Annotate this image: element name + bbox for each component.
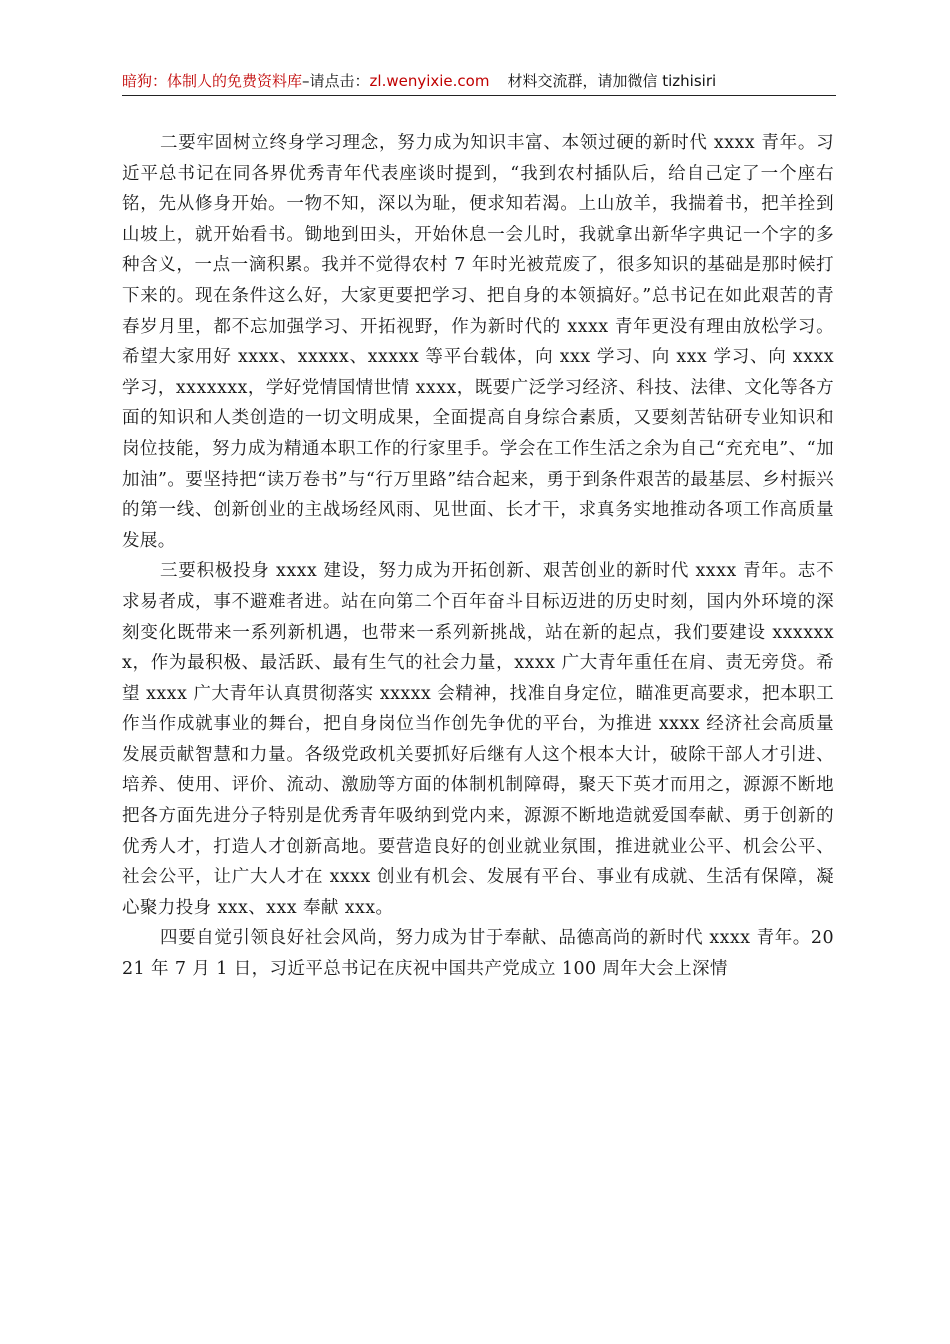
- paragraph-2: 二要牢固树立终身学习理念，努力成为知识丰富、本领过硬的新时代 xxxx 青年。习近平总书记在同各界优秀青年代表座谈时提到，“我到农村插队后，给自己定了一个座右铭，先从修身开始。一物不知，深以为耻，便求知若渴。上山放羊，我揣着书，把羊拴到山坡上，就开始看书。锄地到田头，开始休息一会儿时，我就拿出新华字典记一个字的多种含义，一点一滴积累。我并不觉得农村 7 年时光被荒废了，很多知识的基础是那时候打下来的。现在条件这么好，大家更要把学习、把自身的本领搞好。”总书记在如此艰苦的青春岁月里，都不忘加强学习、开拓视野，作为新时代的 xxxx 青年更没有理由放松学习。希望大家用好 xxxx、xxxxx、xxxxx 等平台载体，向 xxx 学习、向 xxx 学习、向 xxxx 学习，xxxxxxx，学好党情国情世情 xxxx，既要广泛学习经济、科技、法律、文化等各方面的知识和人类创造的一切文明成果，全面提高自身综合素质，又要刻苦钻研专业知识和岗位技能，努力成为精通本职工作的行家里手。学会在工作生活之余为自己“充充电”、“加加油”。要坚持把“读万卷书”与“行万里路”结合起来，勇于到条件艰苦的最基层、乡村振兴的第一线、创新创业的主战场经风雨、见世面、长才干，求真务实地推动各项工作高质量发展。: [122, 133, 834, 551]
- page-header: [122, 68, 836, 94]
- header-divider: [122, 95, 836, 96]
- header-brand: 暗狗：体制人的免费资料库: [122, 72, 303, 90]
- header-url-link[interactable]: zl.wenyixie.com: [369, 72, 490, 90]
- document-body: [122, 128, 834, 985]
- paragraph-4: 四要自觉引领良好社会风尚，努力成为甘于奉献、品德高尚的新时代 xxxx 青年。2021 年 7 月 1 日，习近平总书记在庆祝中国共产党成立 100 周年大会上深情: [122, 928, 834, 980]
- paragraph-3: 三要积极投身 xxxx 建设，努力成为开拓创新、艰苦创业的新时代 xxxx 青年。志不求易者成，事不避难者进。站在向第二个百年奋斗目标迈进的历史时刻，国内外环境的深刻变化既带来一系列新机遇，也带来一系列新挑战，站在新的起点，我们要建设 xxxxxxx，作为最积极、最活跃、最有生气的社会力量，xxxx 广大青年重任在肩、责无旁贷。希望 xxxx 广大青年认真贯彻落实 xxxxx 会精神，找准自身定位，瞄准更高要求，把本职工作当作成就事业的舞台，把自身岗位当作创先争优的平台，为推进 xxxx 经济社会高质量发展贡献智慧和力量。各级党政机关要抓好后继有人这个根本大计，破除干部人才引进、培养、使用、评价、流动、激励等方面的体制机制障碍，聚天下英才而用之，源源不断地把各方面先进分子特别是优秀青年吸纳到党内来，源源不断地造就爱国奉献、勇于创新的优秀人才，打造人才创新高地。要营造良好的创业就业氛围，推进就业公平、机会公平、社会公平，让广大人才在 xxxx 创业有机会、发展有平台、事业有成就、生活有保障，凝心聚力投身 xxx、xxx 奉献 xxx。: [122, 561, 834, 918]
- header-prompt: –请点击：: [302, 72, 370, 90]
- header-contact: 材料交流群，请加微信 tizhisiri: [507, 72, 717, 90]
